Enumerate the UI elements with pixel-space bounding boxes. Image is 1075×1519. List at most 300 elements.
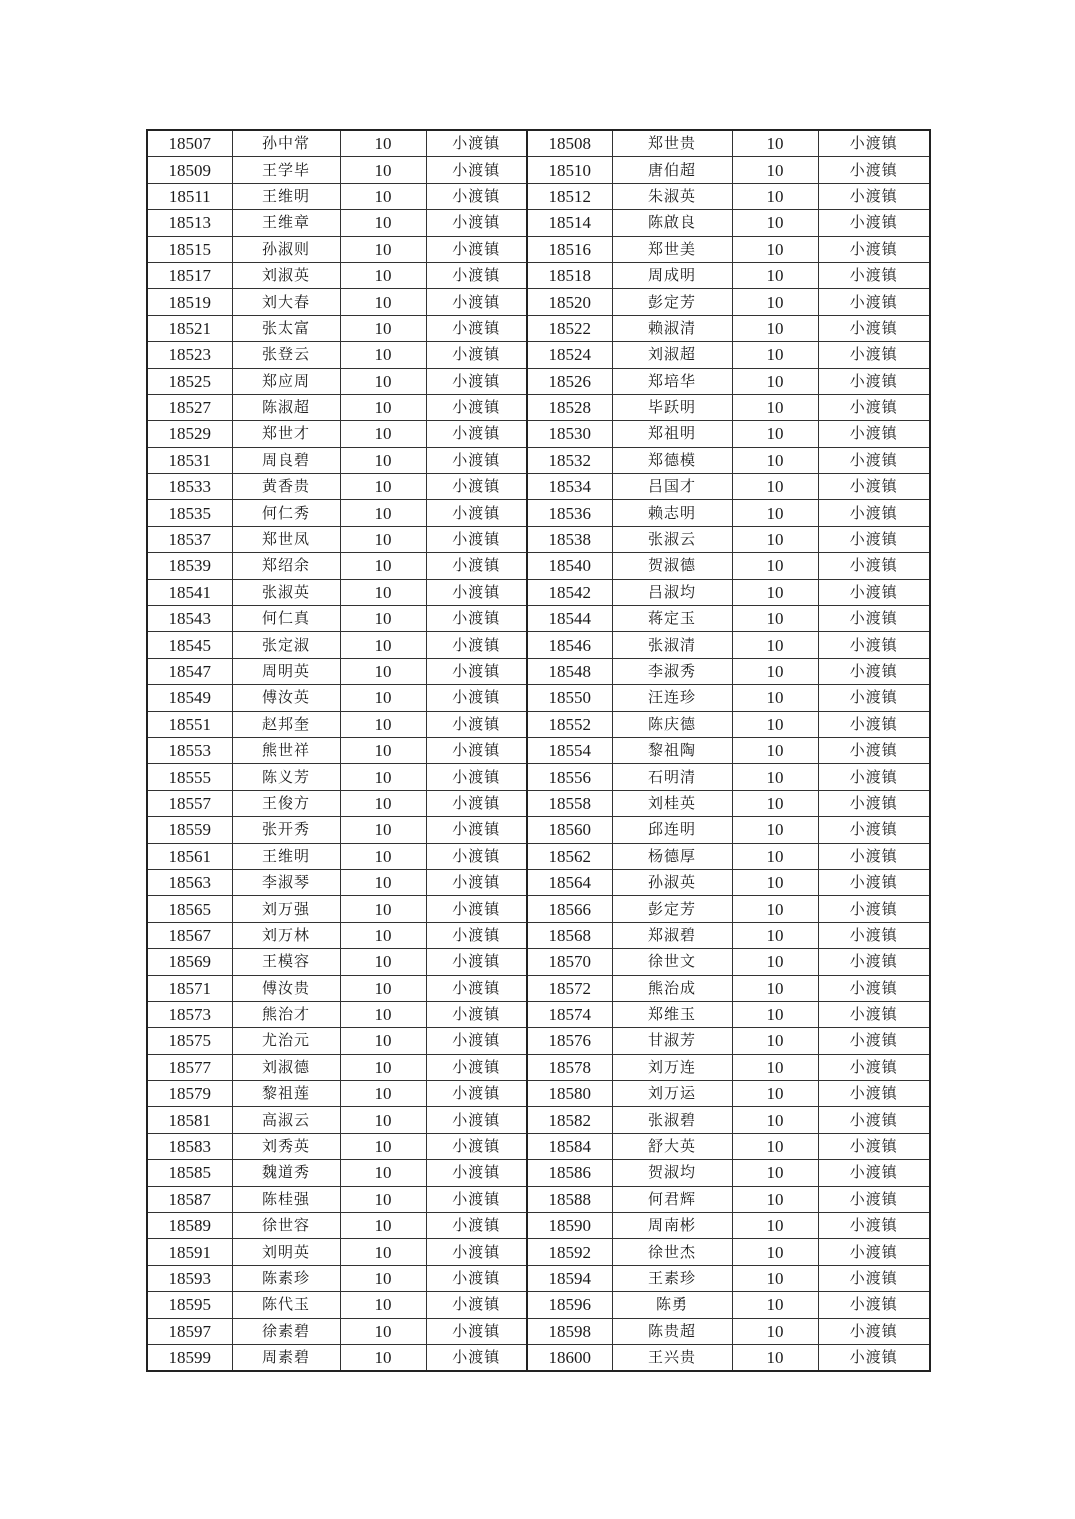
cell-id: 18530 <box>527 421 612 447</box>
cell-name: 何仁真 <box>232 606 340 632</box>
cell-amount: 10 <box>340 764 426 790</box>
cell-name: 熊治才 <box>232 1001 340 1027</box>
table-row <box>147 1160 930 1186</box>
cell-name: 刘万连 <box>612 1054 732 1080</box>
cell-id: 18551 <box>147 711 232 737</box>
cell-name: 王维明 <box>232 843 340 869</box>
cell-amount: 10 <box>340 315 426 341</box>
cell-name: 熊治成 <box>612 975 732 1001</box>
cell-town: 小渡镇 <box>426 236 527 262</box>
table-row <box>147 949 930 975</box>
cell-name: 高淑云 <box>232 1107 340 1133</box>
cell-name: 黎祖莲 <box>232 1081 340 1107</box>
cell-id: 18548 <box>527 658 612 684</box>
cell-amount: 10 <box>340 817 426 843</box>
cell-town: 小渡镇 <box>818 606 930 632</box>
table-row <box>147 764 930 790</box>
cell-town: 小渡镇 <box>818 553 930 579</box>
cell-name: 陈庆德 <box>612 711 732 737</box>
cell-id: 18584 <box>527 1133 612 1159</box>
cell-name: 张淑云 <box>612 526 732 552</box>
cell-name: 刘淑英 <box>232 262 340 288</box>
cell-id: 18598 <box>527 1318 612 1344</box>
cell-id: 18541 <box>147 579 232 605</box>
cell-town: 小渡镇 <box>818 790 930 816</box>
cell-name: 傅汝英 <box>232 685 340 711</box>
cell-amount: 10 <box>340 606 426 632</box>
cell-town: 小渡镇 <box>426 1239 527 1265</box>
cell-amount: 10 <box>340 711 426 737</box>
cell-town: 小渡镇 <box>426 262 527 288</box>
cell-town: 小渡镇 <box>818 685 930 711</box>
cell-town: 小渡镇 <box>818 421 930 447</box>
cell-town: 小渡镇 <box>818 447 930 473</box>
cell-name: 李淑琴 <box>232 869 340 895</box>
cell-name: 周明英 <box>232 658 340 684</box>
cell-amount: 10 <box>340 394 426 420</box>
cell-amount: 10 <box>340 236 426 262</box>
cell-id: 18585 <box>147 1160 232 1186</box>
cell-name: 刘淑超 <box>612 342 732 368</box>
cell-town: 小渡镇 <box>818 737 930 763</box>
cell-town: 小渡镇 <box>818 474 930 500</box>
cell-town: 小渡镇 <box>426 474 527 500</box>
cell-town: 小渡镇 <box>426 1133 527 1159</box>
cell-town: 小渡镇 <box>818 632 930 658</box>
cell-id: 18561 <box>147 843 232 869</box>
table-row <box>147 1054 930 1080</box>
cell-name: 王素珍 <box>612 1265 732 1291</box>
cell-name: 张太富 <box>232 315 340 341</box>
cell-town: 小渡镇 <box>426 210 527 236</box>
cell-id: 18546 <box>527 632 612 658</box>
cell-amount: 10 <box>732 817 818 843</box>
cell-name: 刘万运 <box>612 1081 732 1107</box>
cell-name: 黄香贵 <box>232 474 340 500</box>
cell-name: 王学毕 <box>232 157 340 183</box>
cell-amount: 10 <box>340 1001 426 1027</box>
table-row <box>147 1186 930 1212</box>
cell-id: 18597 <box>147 1318 232 1344</box>
table-row <box>147 342 930 368</box>
cell-amount: 10 <box>340 526 426 552</box>
cell-amount: 10 <box>340 157 426 183</box>
cell-amount: 10 <box>340 949 426 975</box>
cell-amount: 10 <box>732 368 818 394</box>
cell-town: 小渡镇 <box>426 1292 527 1318</box>
cell-name: 张登云 <box>232 342 340 368</box>
cell-id: 18537 <box>147 526 232 552</box>
cell-amount: 10 <box>732 342 818 368</box>
cell-amount: 10 <box>732 1318 818 1344</box>
cell-amount: 10 <box>340 1213 426 1239</box>
cell-amount: 10 <box>340 289 426 315</box>
cell-name: 陈啟良 <box>612 210 732 236</box>
cell-id: 18564 <box>527 869 612 895</box>
cell-id: 18582 <box>527 1107 612 1133</box>
cell-town: 小渡镇 <box>818 289 930 315</box>
cell-amount: 10 <box>732 315 818 341</box>
cell-amount: 10 <box>732 1081 818 1107</box>
table-row <box>147 553 930 579</box>
cell-id: 18538 <box>527 526 612 552</box>
cell-name: 甘淑芳 <box>612 1028 732 1054</box>
cell-amount: 10 <box>732 579 818 605</box>
table-row <box>147 447 930 473</box>
cell-town: 小渡镇 <box>818 236 930 262</box>
cell-name: 王维明 <box>232 183 340 209</box>
cell-id: 18512 <box>527 183 612 209</box>
cell-name: 刘万林 <box>232 922 340 948</box>
cell-town: 小渡镇 <box>426 526 527 552</box>
cell-amount: 10 <box>732 526 818 552</box>
cell-id: 18595 <box>147 1292 232 1318</box>
table-row <box>147 1081 930 1107</box>
table-row <box>147 368 930 394</box>
cell-id: 18593 <box>147 1265 232 1291</box>
cell-town: 小渡镇 <box>426 368 527 394</box>
cell-id: 18514 <box>527 210 612 236</box>
table-row <box>147 500 930 526</box>
cell-town: 小渡镇 <box>818 869 930 895</box>
cell-id: 18519 <box>147 289 232 315</box>
cell-amount: 10 <box>340 1081 426 1107</box>
cell-name: 孙中常 <box>232 130 340 157</box>
cell-id: 18587 <box>147 1186 232 1212</box>
cell-name: 贺淑德 <box>612 553 732 579</box>
cell-town: 小渡镇 <box>426 949 527 975</box>
cell-name: 刘万强 <box>232 896 340 922</box>
cell-town: 小渡镇 <box>426 1081 527 1107</box>
cell-amount: 10 <box>340 685 426 711</box>
table-row <box>147 1292 930 1318</box>
cell-name: 刘明英 <box>232 1239 340 1265</box>
cell-amount: 10 <box>732 1265 818 1291</box>
cell-id: 18578 <box>527 1054 612 1080</box>
cell-town: 小渡镇 <box>818 922 930 948</box>
cell-town: 小渡镇 <box>818 394 930 420</box>
roster-table-body <box>147 130 930 1371</box>
cell-town: 小渡镇 <box>818 843 930 869</box>
cell-amount: 10 <box>340 1344 426 1371</box>
cell-name: 刘大春 <box>232 289 340 315</box>
cell-id: 18577 <box>147 1054 232 1080</box>
cell-town: 小渡镇 <box>818 183 930 209</box>
table-row <box>147 183 930 209</box>
cell-name: 徐世杰 <box>612 1239 732 1265</box>
cell-town: 小渡镇 <box>426 606 527 632</box>
cell-name: 郑淑碧 <box>612 922 732 948</box>
table-row <box>147 236 930 262</box>
table-row <box>147 526 930 552</box>
cell-id: 18550 <box>527 685 612 711</box>
cell-amount: 10 <box>732 157 818 183</box>
cell-id: 18535 <box>147 500 232 526</box>
cell-town: 小渡镇 <box>818 368 930 394</box>
cell-id: 18566 <box>527 896 612 922</box>
cell-amount: 10 <box>732 632 818 658</box>
cell-name: 何仁秀 <box>232 500 340 526</box>
table-row <box>147 474 930 500</box>
cell-town: 小渡镇 <box>426 737 527 763</box>
cell-amount: 10 <box>732 1213 818 1239</box>
cell-name: 张淑碧 <box>612 1107 732 1133</box>
cell-name: 彭定芳 <box>612 896 732 922</box>
cell-name: 熊世祥 <box>232 737 340 763</box>
cell-name: 郑绍余 <box>232 553 340 579</box>
cell-amount: 10 <box>732 764 818 790</box>
table-row <box>147 685 930 711</box>
table-row <box>147 869 930 895</box>
cell-id: 18543 <box>147 606 232 632</box>
cell-id: 18518 <box>527 262 612 288</box>
cell-amount: 10 <box>732 922 818 948</box>
cell-amount: 10 <box>340 1028 426 1054</box>
table-row <box>147 210 930 236</box>
cell-amount: 10 <box>340 632 426 658</box>
cell-amount: 10 <box>732 1160 818 1186</box>
cell-name: 吕国才 <box>612 474 732 500</box>
cell-town: 小渡镇 <box>818 1001 930 1027</box>
cell-id: 18549 <box>147 685 232 711</box>
cell-id: 18540 <box>527 553 612 579</box>
cell-amount: 10 <box>732 606 818 632</box>
cell-amount: 10 <box>732 394 818 420</box>
cell-id: 18594 <box>527 1265 612 1291</box>
table-row <box>147 658 930 684</box>
table-row <box>147 289 930 315</box>
cell-town: 小渡镇 <box>818 1133 930 1159</box>
cell-town: 小渡镇 <box>426 447 527 473</box>
cell-town: 小渡镇 <box>818 130 930 157</box>
cell-name: 朱淑英 <box>612 183 732 209</box>
cell-amount: 10 <box>340 1318 426 1344</box>
cell-id: 18589 <box>147 1213 232 1239</box>
cell-town: 小渡镇 <box>818 1028 930 1054</box>
cell-id: 18568 <box>527 922 612 948</box>
table-row <box>147 896 930 922</box>
cell-town: 小渡镇 <box>426 896 527 922</box>
cell-name: 赖志明 <box>612 500 732 526</box>
cell-amount: 10 <box>732 474 818 500</box>
cell-name: 尤治元 <box>232 1028 340 1054</box>
cell-amount: 10 <box>340 210 426 236</box>
cell-id: 18524 <box>527 342 612 368</box>
cell-name: 周良碧 <box>232 447 340 473</box>
cell-id: 18532 <box>527 447 612 473</box>
cell-name: 汪连珍 <box>612 685 732 711</box>
cell-name: 吕淑均 <box>612 579 732 605</box>
cell-amount: 10 <box>340 262 426 288</box>
cell-amount: 10 <box>732 500 818 526</box>
cell-name: 贺淑均 <box>612 1160 732 1186</box>
cell-id: 18560 <box>527 817 612 843</box>
table-row <box>147 1239 930 1265</box>
cell-town: 小渡镇 <box>426 500 527 526</box>
roster-table <box>146 129 931 1372</box>
cell-town: 小渡镇 <box>818 1265 930 1291</box>
cell-id: 18509 <box>147 157 232 183</box>
cell-id: 18521 <box>147 315 232 341</box>
cell-amount: 10 <box>732 289 818 315</box>
cell-amount: 10 <box>732 1054 818 1080</box>
cell-town: 小渡镇 <box>818 1239 930 1265</box>
cell-town: 小渡镇 <box>818 949 930 975</box>
cell-amount: 10 <box>340 790 426 816</box>
cell-id: 18579 <box>147 1081 232 1107</box>
cell-amount: 10 <box>732 1186 818 1212</box>
cell-name: 赖淑清 <box>612 315 732 341</box>
cell-amount: 10 <box>340 658 426 684</box>
cell-town: 小渡镇 <box>426 1028 527 1054</box>
cell-town: 小渡镇 <box>426 922 527 948</box>
cell-town: 小渡镇 <box>426 394 527 420</box>
cell-name: 石明清 <box>612 764 732 790</box>
cell-name: 蒋定玉 <box>612 606 732 632</box>
cell-name: 郑培华 <box>612 368 732 394</box>
cell-id: 18534 <box>527 474 612 500</box>
cell-amount: 10 <box>732 421 818 447</box>
cell-id: 18511 <box>147 183 232 209</box>
cell-id: 18558 <box>527 790 612 816</box>
cell-town: 小渡镇 <box>426 315 527 341</box>
cell-town: 小渡镇 <box>818 1054 930 1080</box>
cell-town: 小渡镇 <box>426 764 527 790</box>
cell-amount: 10 <box>732 685 818 711</box>
cell-town: 小渡镇 <box>818 262 930 288</box>
cell-name: 徐素碧 <box>232 1318 340 1344</box>
table-row <box>147 790 930 816</box>
cell-town: 小渡镇 <box>426 869 527 895</box>
table-row <box>147 1265 930 1291</box>
cell-town: 小渡镇 <box>426 1054 527 1080</box>
table-row <box>147 975 930 1001</box>
cell-id: 18562 <box>527 843 612 869</box>
cell-town: 小渡镇 <box>426 817 527 843</box>
cell-amount: 10 <box>732 1028 818 1054</box>
cell-id: 18542 <box>527 579 612 605</box>
cell-town: 小渡镇 <box>818 1292 930 1318</box>
cell-name: 王俊方 <box>232 790 340 816</box>
cell-id: 18515 <box>147 236 232 262</box>
cell-name: 刘淑德 <box>232 1054 340 1080</box>
cell-amount: 10 <box>732 949 818 975</box>
cell-amount: 10 <box>340 447 426 473</box>
cell-name: 邱连明 <box>612 817 732 843</box>
cell-name: 何君辉 <box>612 1186 732 1212</box>
cell-id: 18588 <box>527 1186 612 1212</box>
cell-amount: 10 <box>732 210 818 236</box>
cell-town: 小渡镇 <box>426 421 527 447</box>
cell-town: 小渡镇 <box>818 579 930 605</box>
cell-amount: 10 <box>340 1054 426 1080</box>
cell-amount: 10 <box>340 474 426 500</box>
cell-name: 郑祖明 <box>612 421 732 447</box>
cell-town: 小渡镇 <box>818 500 930 526</box>
cell-amount: 10 <box>732 737 818 763</box>
cell-name: 陈代玉 <box>232 1292 340 1318</box>
cell-id: 18565 <box>147 896 232 922</box>
cell-id: 18575 <box>147 1028 232 1054</box>
cell-town: 小渡镇 <box>426 1344 527 1371</box>
cell-id: 18599 <box>147 1344 232 1371</box>
cell-id: 18525 <box>147 368 232 394</box>
cell-id: 18536 <box>527 500 612 526</box>
cell-id: 18554 <box>527 737 612 763</box>
cell-name: 郑世美 <box>612 236 732 262</box>
cell-amount: 10 <box>732 183 818 209</box>
table-row <box>147 1318 930 1344</box>
cell-name: 张淑英 <box>232 579 340 605</box>
cell-name: 陈素珍 <box>232 1265 340 1291</box>
cell-town: 小渡镇 <box>818 658 930 684</box>
cell-name: 徐世容 <box>232 1213 340 1239</box>
table-row <box>147 1213 930 1239</box>
cell-id: 18573 <box>147 1001 232 1027</box>
cell-town: 小渡镇 <box>426 130 527 157</box>
cell-amount: 10 <box>340 737 426 763</box>
cell-amount: 10 <box>340 1292 426 1318</box>
cell-name: 彭定芳 <box>612 289 732 315</box>
cell-town: 小渡镇 <box>818 1081 930 1107</box>
cell-name: 郑世才 <box>232 421 340 447</box>
cell-town: 小渡镇 <box>426 157 527 183</box>
cell-town: 小渡镇 <box>426 632 527 658</box>
cell-id: 18533 <box>147 474 232 500</box>
table-row <box>147 157 930 183</box>
cell-town: 小渡镇 <box>426 1186 527 1212</box>
cell-id: 18545 <box>147 632 232 658</box>
cell-name: 黎祖陶 <box>612 737 732 763</box>
cell-amount: 10 <box>340 975 426 1001</box>
cell-name: 郑德模 <box>612 447 732 473</box>
cell-amount: 10 <box>340 869 426 895</box>
cell-amount: 10 <box>340 342 426 368</box>
cell-name: 郑世贵 <box>612 130 732 157</box>
cell-amount: 10 <box>732 130 818 157</box>
cell-amount: 10 <box>732 896 818 922</box>
table-row <box>147 1028 930 1054</box>
cell-name: 李淑秀 <box>612 658 732 684</box>
cell-amount: 10 <box>732 975 818 1001</box>
cell-name: 陈义芳 <box>232 764 340 790</box>
cell-name: 周成明 <box>612 262 732 288</box>
cell-id: 18580 <box>527 1081 612 1107</box>
cell-amount: 10 <box>340 1133 426 1159</box>
cell-id: 18527 <box>147 394 232 420</box>
cell-town: 小渡镇 <box>818 342 930 368</box>
cell-town: 小渡镇 <box>426 1107 527 1133</box>
cell-id: 18516 <box>527 236 612 262</box>
cell-id: 18581 <box>147 1107 232 1133</box>
cell-name: 赵邦奎 <box>232 711 340 737</box>
cell-town: 小渡镇 <box>426 579 527 605</box>
cell-town: 小渡镇 <box>426 342 527 368</box>
cell-town: 小渡镇 <box>426 685 527 711</box>
cell-town: 小渡镇 <box>426 1160 527 1186</box>
cell-town: 小渡镇 <box>426 1265 527 1291</box>
cell-id: 18544 <box>527 606 612 632</box>
cell-id: 18513 <box>147 210 232 236</box>
cell-amount: 10 <box>340 922 426 948</box>
cell-amount: 10 <box>732 236 818 262</box>
cell-id: 18596 <box>527 1292 612 1318</box>
cell-name: 周南彬 <box>612 1213 732 1239</box>
cell-amount: 10 <box>732 711 818 737</box>
cell-amount: 10 <box>732 1292 818 1318</box>
cell-id: 18510 <box>527 157 612 183</box>
cell-amount: 10 <box>732 1107 818 1133</box>
